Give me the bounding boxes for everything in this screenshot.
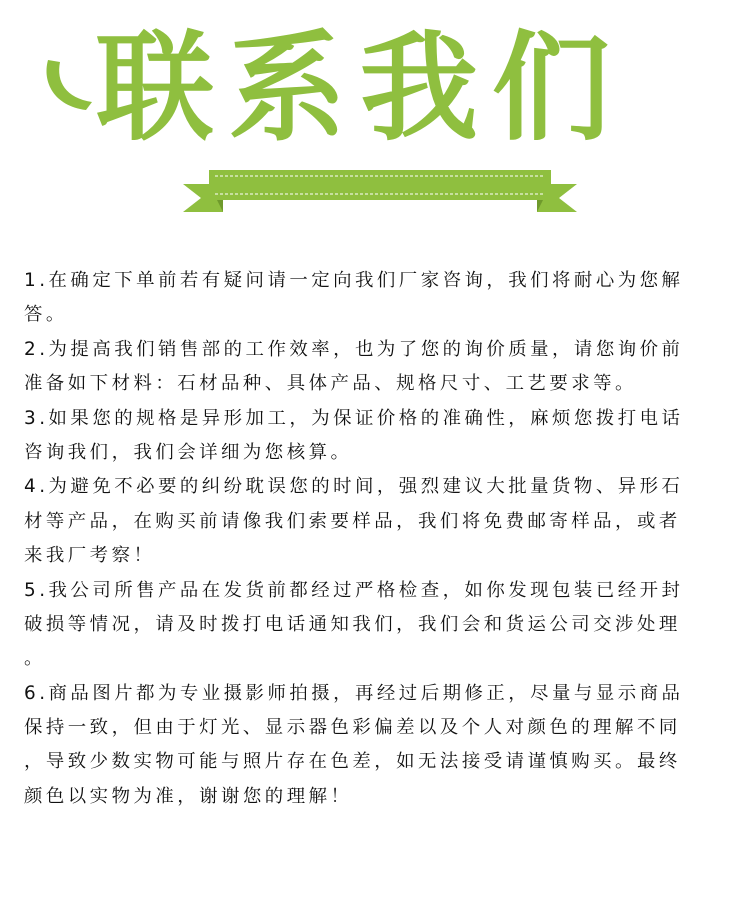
- notes-line: 颜色以实物为准，谢谢您的理解！: [24, 785, 353, 807]
- notes-line: 答。: [24, 304, 68, 326]
- notes-line: ，导致少数实物可能与照片存在色差，如无法接受请谨慎购买。最终: [24, 751, 681, 773]
- notes-line: 。: [24, 648, 46, 670]
- header-banner: [0, 0, 750, 230]
- page-title: 联系我们: [96, 18, 625, 157]
- notes-line: 1.在确定下单前若有疑问请一定向我们厂家咨询，我们将耐心为您解: [24, 270, 684, 291]
- notes-line: 4.为避免不必要的纠纷耽误您的时间，强烈建议大批量货物、异形石: [24, 476, 684, 498]
- notes-line: 6.商品图片都为专业摄影师拍摄，再经过后期修正，尽量与显示商品: [24, 682, 684, 704]
- notes-text: [24, 264, 736, 814]
- notes-line: 咨询我们，我们会详细为您核算。: [24, 441, 353, 463]
- ribbon-banner-icon: [183, 168, 577, 214]
- notes-line: 3.如果您的规格是异形加工，为保证价格的准确性，麻烦您拨打电话: [24, 407, 684, 429]
- notes-line: 来我厂考察！: [24, 545, 156, 567]
- notes-line: 破损等情况，请及时拨打电话通知我们，我们会和货运公司交涉处理: [24, 613, 681, 635]
- notes-line: 2.为提高我们销售部的工作效率，也为了您的询价质量，请您询价前: [24, 338, 684, 360]
- notes-line: 5.我公司所售产品在发货前都经过严格检查，如你发现包装已经开封: [24, 579, 684, 601]
- notes-line: 材等产品，在购买前请像我们索要样品，我们将免费邮寄样品，或者: [24, 510, 681, 532]
- swoosh-decoration-icon: [40, 52, 100, 122]
- notes-line: 准备如下材料：石材品种、具体产品、规格尺寸、工艺要求等。: [24, 373, 637, 395]
- notes-line: 保持一致，但由于灯光、显示器色彩偏差以及个人对颜色的理解不同: [24, 717, 681, 739]
